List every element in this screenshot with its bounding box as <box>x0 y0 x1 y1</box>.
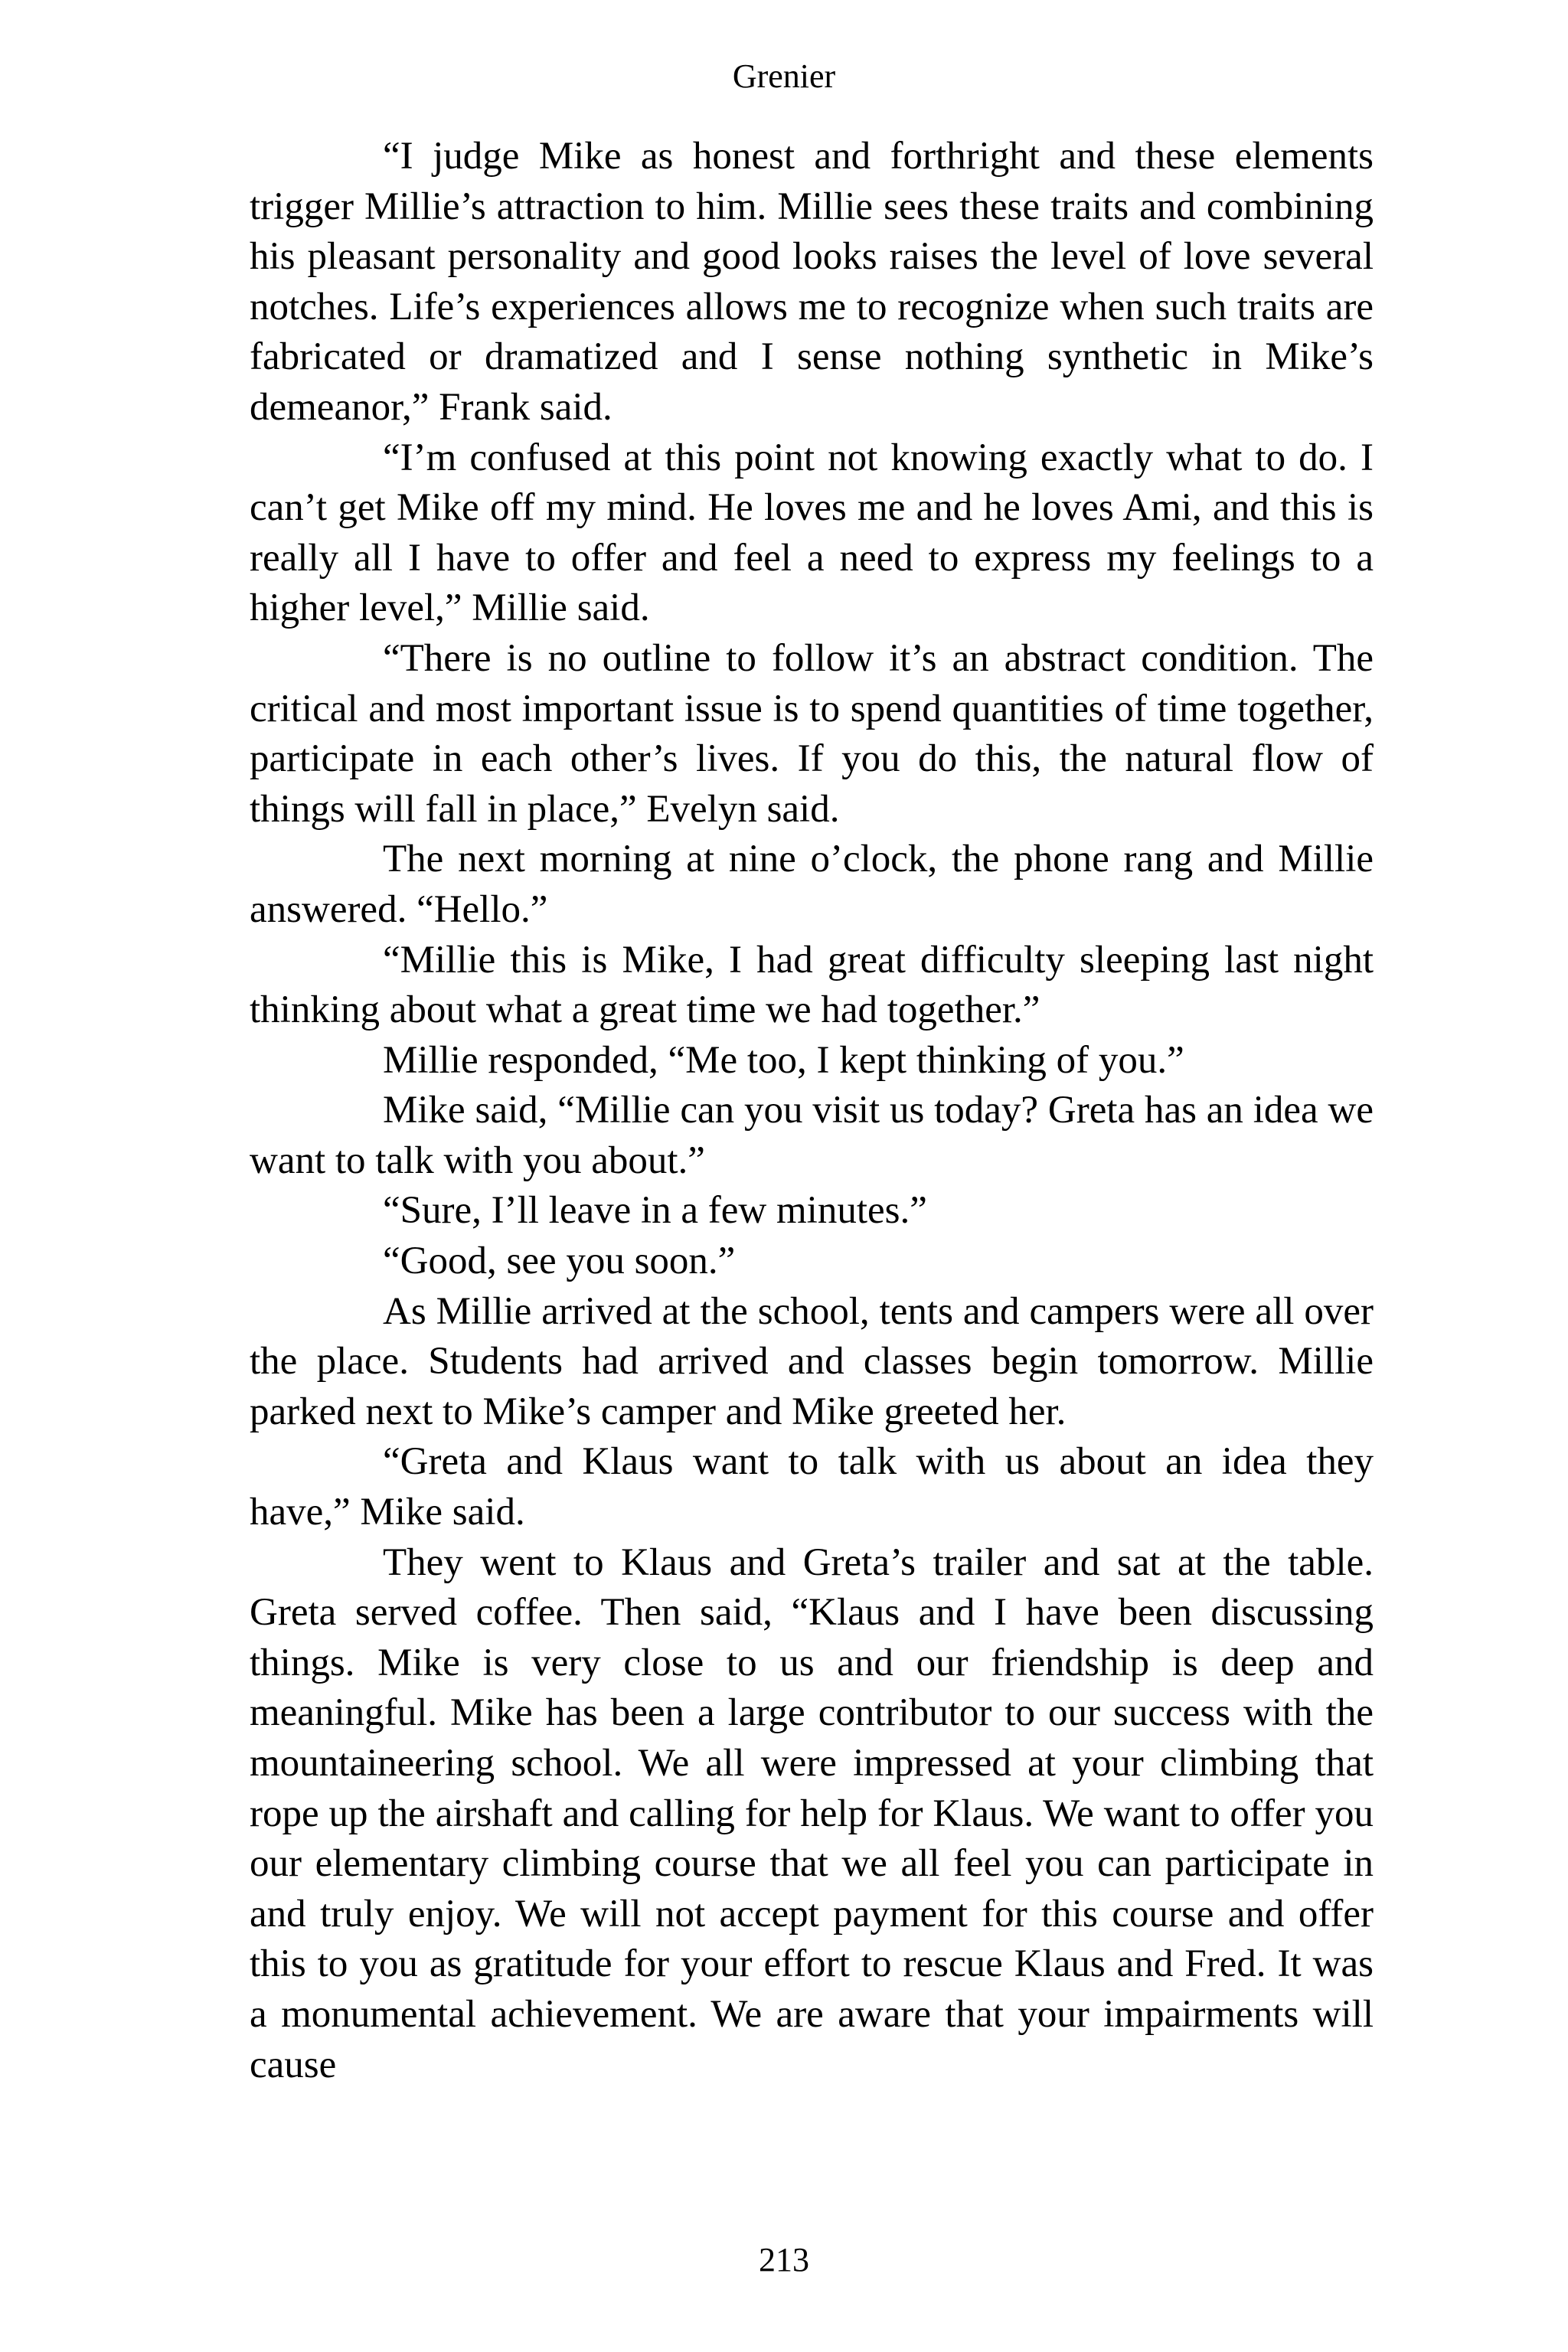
running-header: Grenier <box>732 57 836 95</box>
body-text <box>250 132 1374 2090</box>
paragraph: “Good, see you soon.” <box>383 1240 736 1283</box>
paragraph: Millie responded, “Me too, I kept thinking of you.” <box>383 1038 1184 1082</box>
paragraph: “Greta and Klaus want to talk with us about an idea they have,” Mike said. <box>250 1440 1374 1534</box>
paragraph: Mike said, “Millie can you visit us today? Greta has an idea we want to talk with you about.” <box>250 1089 1374 1182</box>
paragraph: As Millie arrived at the school, tents and campers were all over the place. Students had arrived and classes begin tomorrow. Millie parked next to Mike’s camper and Mike greeted her. <box>250 1289 1374 1433</box>
paragraph: “Sure, I’ll leave in a few minutes.” <box>383 1189 927 1233</box>
paragraph: “I’m confused at this point not knowing exactly what to do. I can’t get Mike off my mind. He loves me and he loves Ami, and this is really all I have to offer and feel a need to express my feelings to a higher level,” Millie said. <box>250 436 1374 630</box>
paragraph: “There is no outline to follow it’s an abstract condition. The critical and most important issue is to spend quantities of time together, participate in each other’s lives. If you do this, the natural flow of things will fall in place,” Evelyn said. <box>250 636 1374 831</box>
paragraph: “Millie this is Mike, I had great difficulty sleeping last night thinking about what a great time we had together.” <box>250 938 1374 1032</box>
paragraph: They went to Klaus and Greta’s trailer and sat at the table. Greta served coffee. Then said, “Klaus and I have been discussing things. Mike is very close to us and our friendship is deep and meaningful. Mike has been a large contributor to our success with the mountaineering school. We all were impressed at your climbing that rope up the airshaft and calling for help for Klaus. We want to offer you our elementary climbing course that we all feel you can participate in and truly enjoy. We will not accept payment for this course and offer this to you as gratitude for your effort to rescue Klaus and Fred. It was a monumental achievement. We are aware that your impairments will cause <box>250 1540 1374 2086</box>
page-number: 213 <box>759 2241 809 2278</box>
paragraph: “I judge Mike as honest and forthright and these elements trigger Millie’s attraction to him. Millie sees these traits and combining his pleasant personality and good looks raises the level of love several notches. Life’s experiences allows me to recognize when such traits are fabricated or dramatized and I sense nothing synthetic in Mike’s demeanor,” Frank said. <box>250 135 1374 429</box>
paragraph: The next morning at nine o’clock, the phone rang and Millie answered. “Hello.” <box>250 838 1374 931</box>
